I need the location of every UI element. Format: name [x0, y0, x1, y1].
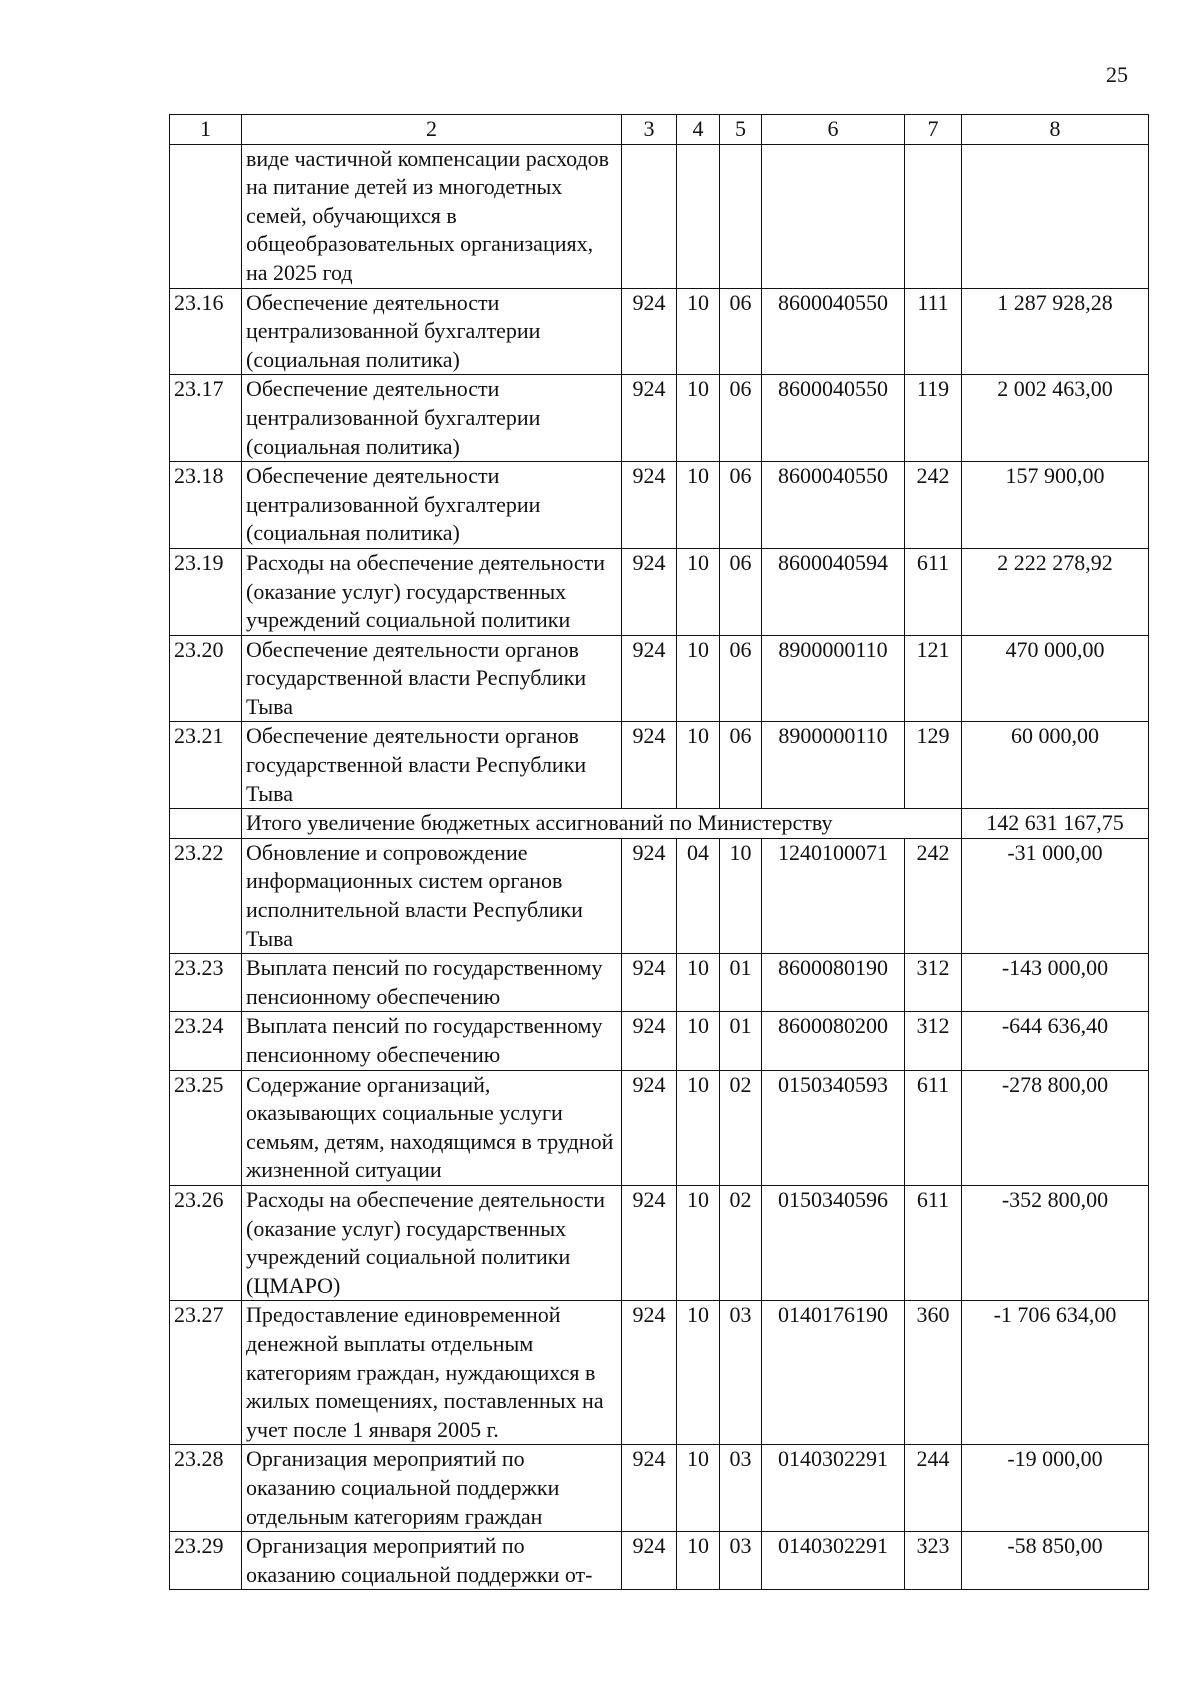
code-cell: 323 — [905, 1532, 962, 1590]
row-number-cell: 23.23 — [170, 954, 242, 1012]
row-name-cell: Расходы на обеспечение деятельности (оказание услуг) государственных учреждений социальной политики (ЦМАРО) — [242, 1185, 622, 1300]
code-cell: 924 — [622, 1301, 677, 1445]
code-cell: 111 — [905, 288, 962, 375]
row-name-cell: Содержание организаций, оказывающих социальные услуги семьям, детям, находящимся в трудной жизненной ситуации — [242, 1070, 622, 1185]
row-number-cell: 23.29 — [170, 1532, 242, 1590]
table-row — [170, 1012, 1149, 1070]
row-number-cell — [170, 144, 242, 288]
code-cell: 10 — [677, 1445, 720, 1532]
row-number-cell: 23.19 — [170, 548, 242, 635]
row-name-cell: Обновление и сопровождение информационных систем органов исполнительной власти Республики Тыва — [242, 838, 622, 953]
code-cell: 924 — [622, 838, 677, 953]
sum-cell: -19 000,00 — [962, 1445, 1149, 1532]
code-cell: 10 — [677, 1532, 720, 1590]
sum-cell: -278 800,00 — [962, 1070, 1149, 1185]
code-cell: 924 — [622, 1445, 677, 1532]
sum-cell: -352 800,00 — [962, 1185, 1149, 1300]
row-name-cell: Обеспечение деятельности органов государственной власти Республики Тыва — [242, 635, 622, 722]
table-row — [170, 1070, 1149, 1185]
page-number: 25 — [1106, 62, 1128, 87]
code-cell: 924 — [622, 1532, 677, 1590]
code-cell: 10 — [720, 838, 762, 953]
row-number-cell: 23.26 — [170, 1185, 242, 1300]
sum-cell: -644 636,40 — [962, 1012, 1149, 1070]
header-cell: 5 — [720, 115, 762, 145]
code-cell: 312 — [905, 954, 962, 1012]
code-cell: 0140302291 — [762, 1445, 905, 1532]
code-cell: 02 — [720, 1185, 762, 1300]
code-cell: 10 — [677, 635, 720, 722]
code-cell: 10 — [677, 1301, 720, 1445]
code-cell: 06 — [720, 375, 762, 462]
code-cell: 611 — [905, 1185, 962, 1300]
sum-cell — [962, 144, 1149, 288]
table-row — [170, 548, 1149, 635]
row-number-cell: 23.22 — [170, 838, 242, 953]
row-number-cell: 23.18 — [170, 462, 242, 549]
code-cell: 06 — [720, 722, 762, 809]
code-cell: 0150340593 — [762, 1070, 905, 1185]
code-cell: 611 — [905, 548, 962, 635]
code-cell: 10 — [677, 375, 720, 462]
code-cell — [677, 144, 720, 288]
table-row — [170, 1445, 1149, 1532]
code-cell: 924 — [622, 548, 677, 635]
code-cell: 0140176190 — [762, 1301, 905, 1445]
row-name-cell: Обеспечение деятельности централизованной бухгалтерии (социальная политика) — [242, 462, 622, 549]
continuation-row — [170, 144, 1149, 288]
code-cell: 1240100071 — [762, 838, 905, 953]
code-cell: 8600040550 — [762, 462, 905, 549]
code-cell — [762, 144, 905, 288]
code-cell: 03 — [720, 1445, 762, 1532]
code-cell: 8600080200 — [762, 1012, 905, 1070]
table-row — [170, 838, 1149, 953]
row-number-cell: 23.27 — [170, 1301, 242, 1445]
code-cell: 8600040550 — [762, 288, 905, 375]
code-cell: 8600080190 — [762, 954, 905, 1012]
code-cell: 0140302291 — [762, 1532, 905, 1590]
row-number-cell: 23.24 — [170, 1012, 242, 1070]
code-cell: 611 — [905, 1070, 962, 1185]
total-label: Итого увеличение бюджетных ассигнований по Министерству — [242, 809, 962, 839]
budget-table — [169, 114, 1149, 1590]
code-cell: 119 — [905, 375, 962, 462]
code-cell: 924 — [622, 1070, 677, 1185]
code-cell: 10 — [677, 722, 720, 809]
table-row — [170, 1301, 1149, 1445]
sum-cell: -1 706 634,00 — [962, 1301, 1149, 1445]
header-cell: 4 — [677, 115, 720, 145]
row-name-cell: Выплата пенсий по государственному пенсионному обеспечению — [242, 1012, 622, 1070]
code-cell: 924 — [622, 288, 677, 375]
row-name-cell: Организация мероприятий по оказанию социальной поддержки отдельным категориям граждан — [242, 1445, 622, 1532]
row-number-cell — [170, 809, 242, 839]
table-row — [170, 375, 1149, 462]
header-cell: 8 — [962, 115, 1149, 145]
row-name-cell: Обеспечение деятельности органов государственной власти Республики Тыва — [242, 722, 622, 809]
header-cell: 3 — [622, 115, 677, 145]
sum-cell: -31 000,00 — [962, 838, 1149, 953]
table-row — [170, 288, 1149, 375]
sum-cell: 2 002 463,00 — [962, 375, 1149, 462]
code-cell — [720, 144, 762, 288]
total-sum: 142 631 167,75 — [962, 809, 1149, 839]
code-cell: 04 — [677, 838, 720, 953]
row-name-cell: Обеспечение деятельности централизованной бухгалтерии (социальная политика) — [242, 288, 622, 375]
table-row — [170, 635, 1149, 722]
code-cell: 8900000110 — [762, 722, 905, 809]
code-cell: 10 — [677, 1185, 720, 1300]
code-cell: 03 — [720, 1301, 762, 1445]
code-cell: 10 — [677, 548, 720, 635]
code-cell: 924 — [622, 954, 677, 1012]
row-number-cell: 23.21 — [170, 722, 242, 809]
row-number-cell: 23.20 — [170, 635, 242, 722]
sum-cell: -143 000,00 — [962, 954, 1149, 1012]
code-cell: 312 — [905, 1012, 962, 1070]
code-cell: 360 — [905, 1301, 962, 1445]
table-row — [170, 1532, 1149, 1590]
row-name-cell: Предоставление единовременной денежной выплаты отдельным категориям граждан, нуждающихся в жилых помещениях, поставленных на учет после 1 января 2005 г. — [242, 1301, 622, 1445]
code-cell: 8600040550 — [762, 375, 905, 462]
code-cell: 121 — [905, 635, 962, 722]
code-cell — [905, 144, 962, 288]
code-cell: 01 — [720, 1012, 762, 1070]
code-cell: 06 — [720, 548, 762, 635]
code-cell: 02 — [720, 1070, 762, 1185]
code-cell: 10 — [677, 462, 720, 549]
code-cell: 242 — [905, 838, 962, 953]
header-cell: 1 — [170, 115, 242, 145]
row-number-cell: 23.25 — [170, 1070, 242, 1185]
code-cell: 924 — [622, 375, 677, 462]
code-cell: 924 — [622, 635, 677, 722]
row-name-cell: Расходы на обеспечение деятельности (оказание услуг) государственных учреждений социальной политики — [242, 548, 622, 635]
code-cell: 06 — [720, 635, 762, 722]
sum-cell: 2 222 278,92 — [962, 548, 1149, 635]
code-cell — [622, 144, 677, 288]
sum-cell: -58 850,00 — [962, 1532, 1149, 1590]
code-cell: 03 — [720, 1532, 762, 1590]
table-row — [170, 1185, 1149, 1300]
code-cell: 8900000110 — [762, 635, 905, 722]
code-cell: 242 — [905, 462, 962, 549]
code-cell: 10 — [677, 1070, 720, 1185]
code-cell: 10 — [677, 954, 720, 1012]
sum-cell: 1 287 928,28 — [962, 288, 1149, 375]
code-cell: 924 — [622, 1185, 677, 1300]
table-row — [170, 462, 1149, 549]
code-cell: 244 — [905, 1445, 962, 1532]
header-row — [170, 115, 1149, 145]
code-cell: 924 — [622, 722, 677, 809]
code-cell: 0150340596 — [762, 1185, 905, 1300]
continuation-name-cell: виде частичной компенсации расходов на питание детей из многодетных семей, обучающихся в общеобразовательных организациях, на 2025 год — [242, 144, 622, 288]
sum-cell: 157 900,00 — [962, 462, 1149, 549]
total-row — [170, 809, 1149, 839]
header-cell: 2 — [242, 115, 622, 145]
sum-cell: 470 000,00 — [962, 635, 1149, 722]
header-cell: 6 — [762, 115, 905, 145]
code-cell: 129 — [905, 722, 962, 809]
table-body — [170, 115, 1149, 1590]
code-cell: 10 — [677, 1012, 720, 1070]
code-cell: 8600040594 — [762, 548, 905, 635]
row-name-cell: Обеспечение деятельности централизованной бухгалтерии (социальная политика) — [242, 375, 622, 462]
row-number-cell: 23.16 — [170, 288, 242, 375]
table-row — [170, 954, 1149, 1012]
table-row — [170, 722, 1149, 809]
code-cell: 06 — [720, 288, 762, 375]
code-cell: 06 — [720, 462, 762, 549]
header-cell: 7 — [905, 115, 962, 145]
code-cell: 01 — [720, 954, 762, 1012]
sum-cell: 60 000,00 — [962, 722, 1149, 809]
code-cell: 10 — [677, 288, 720, 375]
row-name-cell: Выплата пенсий по государственному пенсионному обеспечению — [242, 954, 622, 1012]
row-number-cell: 23.28 — [170, 1445, 242, 1532]
code-cell: 924 — [622, 462, 677, 549]
row-name-cell: Организация мероприятий по оказанию социальной поддержки от- — [242, 1532, 622, 1590]
row-number-cell: 23.17 — [170, 375, 242, 462]
code-cell: 924 — [622, 1012, 677, 1070]
